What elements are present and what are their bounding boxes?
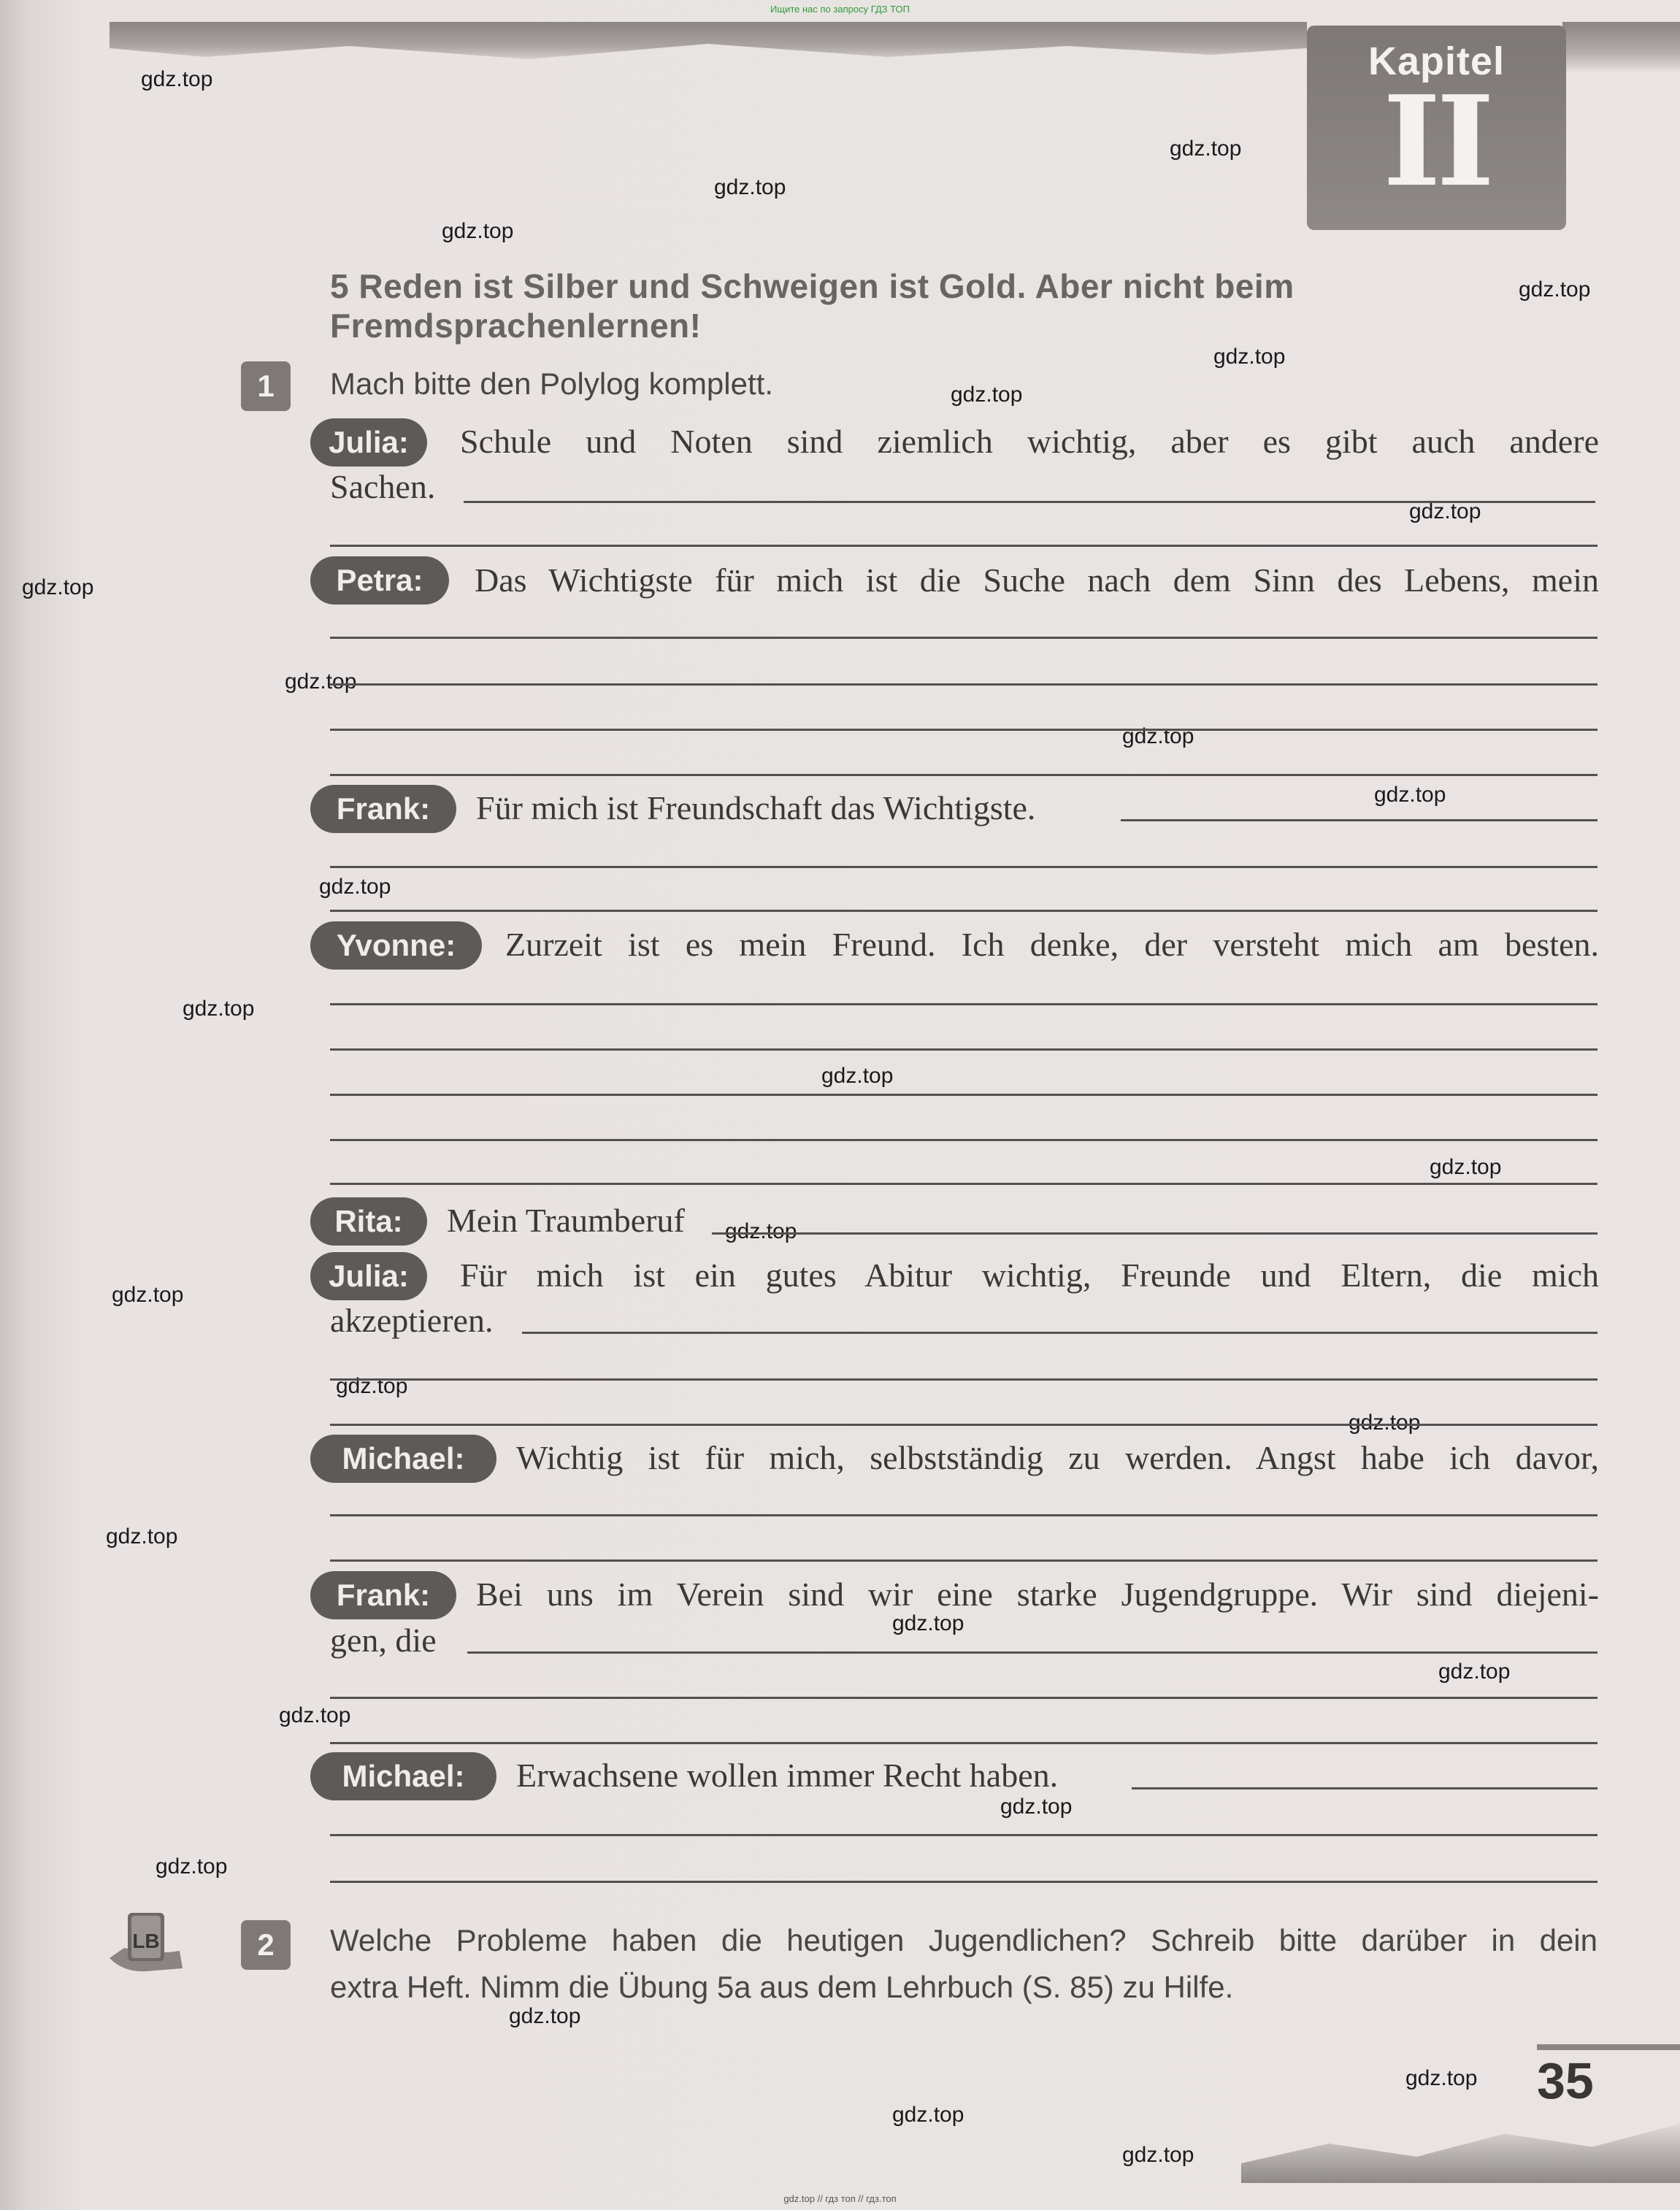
watermark-label: gdz.top [821, 1064, 894, 1088]
watermark-label: gdz.top [1438, 1660, 1511, 1684]
speaker-julia: Julia: [310, 1252, 427, 1300]
answer-line[interactable] [330, 1139, 1597, 1141]
dialog-text: Das Wichtigste für mich ist die Suche nach dem Sinn des Lebens, mein [475, 561, 1599, 599]
top-right-decorative-strip [1562, 22, 1680, 73]
answer-line[interactable] [330, 1559, 1597, 1562]
dialog-text: Erwachsene wollen immer Recht haben. [516, 1757, 1059, 1794]
chapter-number: II [1382, 69, 1491, 215]
dialog-text: Zurzeit ist es mein Freund. Ich denke, der versteht mich am besten. [505, 926, 1599, 963]
watermark-label: gdz.top [1122, 2143, 1194, 2167]
page-number-rule [1537, 2044, 1680, 2050]
speaker-julia: Julia: [310, 418, 427, 467]
speaker-petra: Petra: [310, 556, 449, 605]
speaker-yvonne: Yvonne: [310, 921, 482, 970]
watermark-label: gdz.top [1170, 137, 1242, 161]
watermark-label: gdz.top [285, 669, 357, 694]
answer-line[interactable] [467, 1651, 1597, 1654]
answer-line[interactable] [330, 1834, 1597, 1836]
watermark-label: gdz.top [442, 219, 514, 243]
watermark-label: gdz.top [1374, 783, 1446, 807]
answer-line[interactable] [522, 1332, 1597, 1334]
watermark-label: gdz.top [22, 575, 94, 599]
watermark-label: gdz.top [183, 997, 255, 1021]
answer-line[interactable] [1132, 1787, 1597, 1789]
answer-line[interactable] [330, 729, 1597, 731]
speaker-michael: Michael: [310, 1435, 496, 1483]
watermark-label: gdz.top [714, 175, 786, 199]
watermark-label: gdz.top [141, 67, 213, 91]
answer-line[interactable] [330, 545, 1597, 547]
dialog-text: Bei uns im Verein sind wir eine starke Jugendgruppe. Wir sind diejeni- [476, 1576, 1599, 1613]
watermark-label: gdz.top [279, 1703, 351, 1727]
answer-line[interactable] [712, 1232, 1597, 1235]
dialog-text: Mein Traumberuf [447, 1202, 685, 1239]
answer-line[interactable] [330, 866, 1597, 868]
task-2-instruction-line1: Welche Probleme haben die heutigen Jugendlichen? Schreib bitte darüber in dein [330, 1923, 1597, 1957]
chapter-word: Kapitel [1368, 39, 1506, 83]
watermark-label: gdz.top [892, 1611, 964, 1635]
top-watermark[interactable]: Ищите нас по запросу ГДЗ ТОП [770, 4, 910, 15]
watermark-label: gdz.top [1122, 724, 1194, 748]
answer-line[interactable] [330, 1514, 1597, 1516]
answer-line[interactable] [330, 1697, 1597, 1699]
dialog-text: akzeptieren. [330, 1302, 494, 1339]
answer-line[interactable] [330, 637, 1597, 639]
task-1-instruction: Mach bitte den Polylog komplett. [330, 367, 773, 401]
answer-line[interactable] [330, 1881, 1597, 1883]
answer-line[interactable] [330, 1378, 1597, 1381]
watermark-label: gdz.top [319, 875, 391, 899]
answer-line[interactable] [330, 774, 1597, 776]
page-number: 35 [1537, 2052, 1594, 2109]
chapter-badge [1307, 26, 1566, 230]
textbook-icon-label: LB [132, 1930, 160, 1952]
watermark-label: gdz.top [1409, 499, 1481, 523]
answer-line[interactable] [330, 1183, 1597, 1185]
answer-line[interactable] [330, 1094, 1597, 1096]
watermark-label: gdz.top [336, 1374, 408, 1398]
section-heading: 5 Reden ist Silber und Schweigen ist Gold. Aber nicht beim Fremdsprachenlernen! [330, 267, 1294, 345]
textbook-icon [102, 1907, 190, 1980]
task-2-number: 2 [241, 1920, 291, 1970]
dialog-text: Für mich ist Freundschaft das Wichtigste. [476, 789, 1036, 826]
answer-line[interactable] [330, 1048, 1597, 1051]
bottom-watermark[interactable]: gdz.top // гдз топ // гдз.топ [783, 2193, 897, 2204]
watermark-label: gdz.top [509, 2004, 581, 2028]
watermark-label: gdz.top [951, 383, 1023, 407]
answer-line[interactable] [330, 1742, 1597, 1744]
speaker-frank: Frank: [310, 785, 456, 833]
dialog-text: Für mich ist ein gutes Abitur wichtig, Freunde und Eltern, die mich [460, 1256, 1599, 1294]
task-2-instruction-line2: extra Heft. Nimm die Übung 5a aus dem Lehrbuch (S. 85) zu Hilfe. [330, 1970, 1234, 2004]
watermark-label: gdz.top [112, 1283, 184, 1307]
dialog-text: gen, die [330, 1622, 437, 1659]
dialog-text: Wichtig ist für mich, selbstständig zu werden. Angst habe ich davor, [516, 1439, 1599, 1476]
watermark-label: gdz.top [1213, 345, 1286, 369]
speaker-michael: Michael: [310, 1752, 496, 1800]
speaker-frank: Frank: [310, 1571, 456, 1619]
answer-line[interactable] [330, 1003, 1597, 1005]
watermark-label: gdz.top [892, 2103, 964, 2127]
dialog-text: Schule und Noten sind ziemlich wichtig, aber es gibt auch andere [460, 423, 1599, 460]
watermark-label: gdz.top [725, 1219, 797, 1243]
watermark-label: gdz.top [1519, 277, 1591, 302]
watermark-label: gdz.top [1000, 1795, 1073, 1819]
answer-line[interactable] [330, 910, 1597, 912]
watermark-label: gdz.top [1430, 1155, 1502, 1179]
watermark-label: gdz.top [106, 1524, 178, 1549]
dialog-text: Sachen. [330, 468, 436, 505]
watermark-label: gdz.top [1405, 2066, 1478, 2090]
answer-line[interactable] [464, 501, 1595, 503]
task-1-number: 1 [241, 361, 291, 411]
answer-line[interactable] [1121, 819, 1597, 821]
speaker-rita: Rita: [310, 1197, 427, 1246]
answer-line[interactable] [330, 1424, 1597, 1426]
watermark-label: gdz.top [1349, 1411, 1421, 1435]
answer-line[interactable] [330, 683, 1597, 686]
watermark-label: gdz.top [156, 1854, 228, 1879]
